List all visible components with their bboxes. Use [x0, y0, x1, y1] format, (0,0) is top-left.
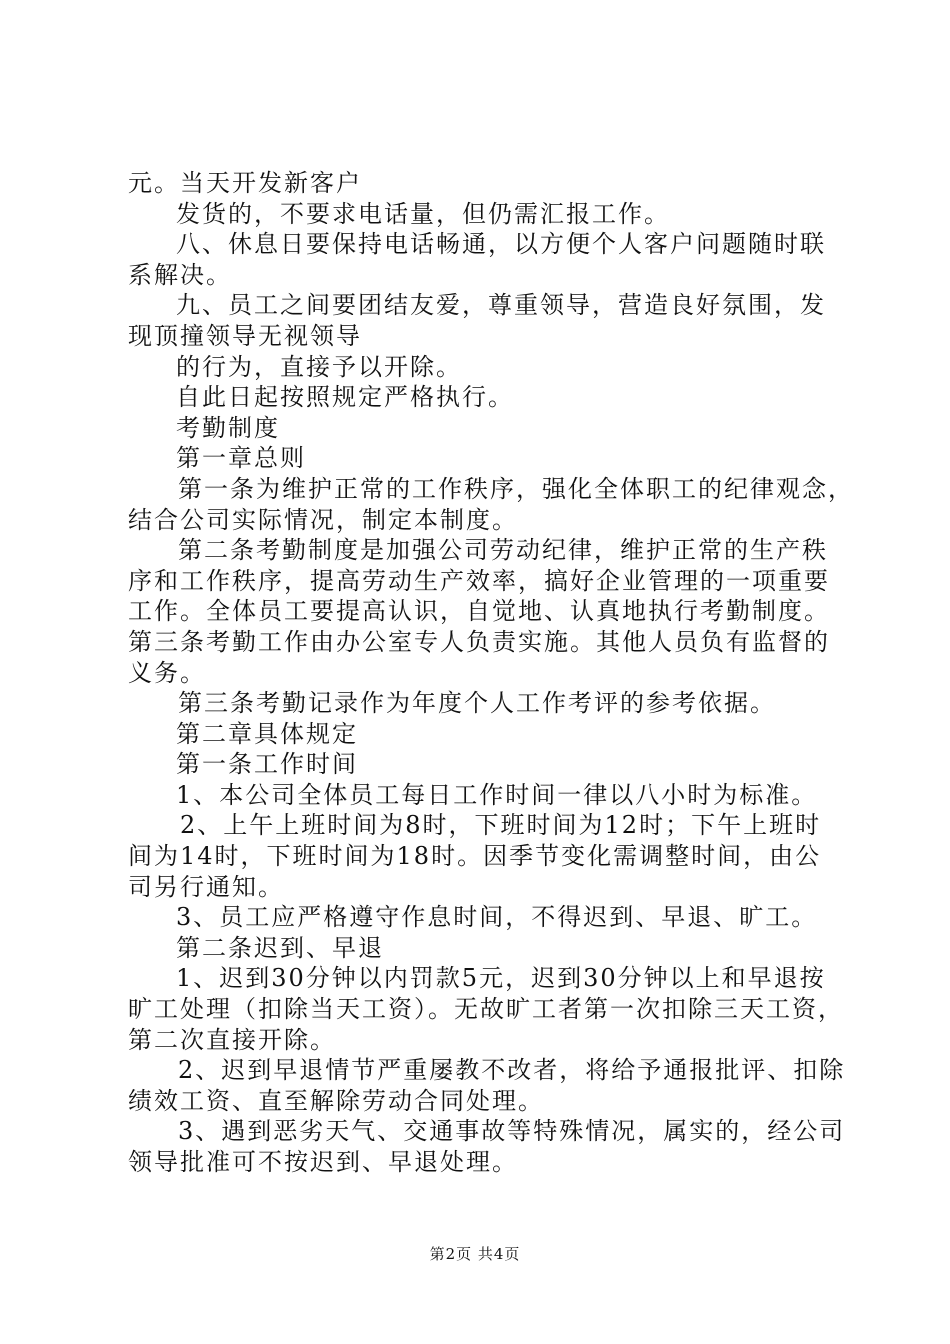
page-number-footer: 第2页 共4页: [429, 1245, 521, 1263]
text-line: 间为14时，下班时间为18时。因季节变化需调整时间，由公: [128, 842, 822, 871]
text-line: 现顶撞领导无视领导: [128, 321, 362, 350]
document-body: [128, 168, 854, 1178]
text-line: 第三条考勤工作由办公室专人负责实施。其他人员负有监督的: [128, 627, 830, 656]
text-line: 第三条考勤记录作为年度个人工作考评的参考依据。: [178, 689, 776, 718]
text-line: 2、迟到早退情节严重屡教不改者，将给予通报批评、扣除: [178, 1056, 846, 1085]
text-line: 系解决。: [128, 260, 232, 289]
text-line: 发货的，不要求电话量，但仍需汇报工作。: [176, 199, 670, 228]
text-line: 司另行通知。: [128, 872, 284, 901]
text-line: 元。当天开发新客户: [128, 169, 362, 197]
text-line: 2、上午上班时间为8时，下班时间为12时；下午上班时: [180, 811, 822, 840]
text-line: 3、遇到恶劣天气、交通事故等特殊情况，属实的，经公司: [178, 1117, 846, 1146]
text-line: 绩效工资、直至解除劳动合同处理。: [128, 1086, 544, 1115]
article-heading: 第一条工作时间: [176, 750, 358, 779]
text-line: 第二次直接开除。: [128, 1025, 336, 1054]
text-line: 1、迟到30分钟以内罚款5元，迟到30分钟以上和早退按: [176, 964, 826, 993]
text-line: 领导批准可不按迟到、早退处理。: [128, 1148, 518, 1176]
text-line: 3、员工应严格遵守作息时间，不得迟到、早退、旷工。: [176, 903, 818, 932]
article-heading: 第二条迟到、早退: [176, 933, 384, 962]
text-line: 义务。: [128, 658, 206, 687]
text-line: 1、本公司全体员工每日工作时间一律以八小时为标准。: [176, 780, 818, 809]
section-heading: 考勤制度: [176, 413, 280, 442]
text-line: 自此日起按照规定严格执行。: [176, 383, 514, 412]
text-line: 序和工作秩序，提高劳动生产效率，搞好企业管理的一项重要: [128, 566, 830, 595]
text-line: 的行为，直接予以开除。: [176, 352, 462, 381]
text-line: 第二条考勤制度是加强公司劳动纪律，维护正常的生产秩: [178, 536, 828, 565]
text-line: 八、休息日要保持电话畅通，以方便个人客户问题随时联: [176, 230, 826, 259]
chapter-heading: 第二章具体规定: [176, 719, 358, 748]
text-line: 结合公司实际情况，制定本制度。: [128, 505, 518, 534]
text-line: 工作。全体员工要提高认识，自觉地、认真地执行考勤制度。: [128, 597, 830, 626]
chapter-heading: 第一章总则: [176, 444, 306, 473]
text-line: 旷工处理（扣除当天工资）。无故旷工者第一次扣除三天工资，: [128, 995, 844, 1024]
text-line: 第一条为维护正常的工作秩序，强化全体职工的纪律观念，: [178, 474, 854, 503]
text-line: 九、员工之间要团结友爱，尊重领导，营造良好氛围，发: [176, 291, 826, 320]
